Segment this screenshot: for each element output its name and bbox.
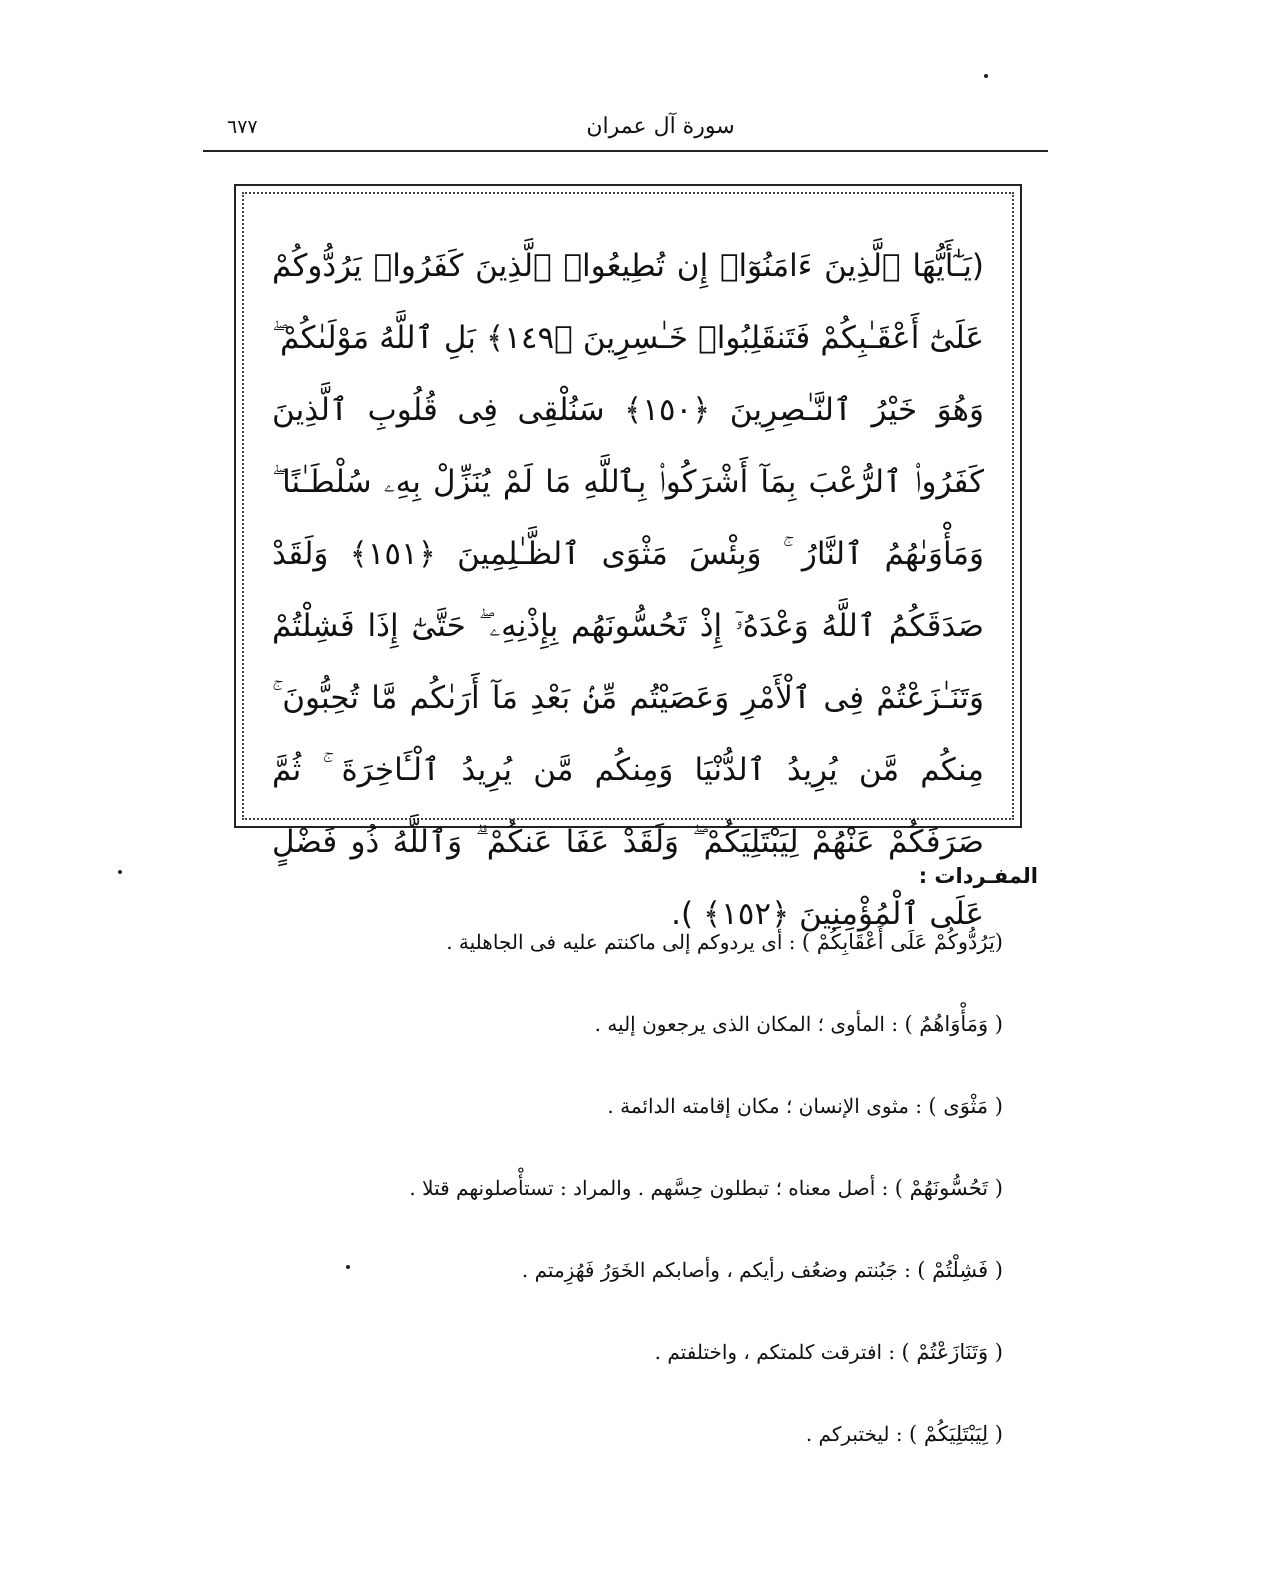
list-item	[280, 1084, 1003, 1166]
vocab-meaning: : مثوى الإنسان ؛ مكان إقامته الدائمة .	[607, 1094, 923, 1118]
page-number: ٦٧٧	[227, 116, 258, 138]
vocab-meaning: : ليختبركم .	[805, 1422, 903, 1446]
speck-mark	[118, 870, 122, 874]
header-divider	[203, 150, 1048, 152]
speck-mark	[984, 74, 988, 78]
vocab-meaning: : جَبُنتم وضعُف رأيكم ، وأصابكم الخَوَرُ فَهُزِمتم .	[521, 1258, 911, 1282]
vocabulary-heading: المفـردات :	[918, 864, 1038, 888]
vocabulary-list	[280, 920, 1003, 1494]
vocab-meaning: : المأوى ؛ المكان الذى يرجعون إليه .	[594, 1012, 899, 1036]
vocab-meaning: : أصل معناه ؛ تبطلون حِسَّهم . والمراد : تستأْصلونهم قتلا .	[409, 1176, 889, 1200]
vocab-term: ( وَمَأْوَاهُمُ )	[904, 1012, 1003, 1036]
quran-verses: (يَـٰٓأَيُّهَا ٱلَّذِينَ ءَامَنُوٓا۟ إِن تُطِيعُوا۟ ٱلَّذِينَ كَفَرُوا۟ يَرُدُّوكُمْ عَلَىٰٓ أَعْقَـٰبِكُمْ فَتَنقَلِبُوا۟ خَـٰسِرِينَ ﴿١٤٩﴾ بَلِ ٱللَّهُ مَوْلَىٰكُمْ ۖ وَهُوَ خَيْرُ ٱلنَّـٰصِرِينَ ﴿١٥٠﴾ سَنُلْقِى فِى قُلُوبِ ٱلَّذِينَ كَفَرُوا۟ ٱلرُّعْبَ بِمَآ أَشْرَكُوا۟ بِٱللَّهِ مَا لَمْ يُنَزِّلْ بِهِۦ سُلْطَـٰنًا ۖ وَمَأْوَىٰهُمُ ٱلنَّارُ ۚ وَبِئْسَ مَثْوَى ٱلظَّـٰلِمِينَ ﴿١٥١﴾ وَلَقَدْ صَدَقَكُمُ ٱللَّهُ وَعْدَهُۥٓ إِذْ تَحُسُّونَهُم بِإِذْنِهِۦ ۖ حَتَّىٰٓ إِذَا فَشِلْتُمْ وَتَنَـٰزَعْتُمْ فِى ٱلْأَمْرِ وَعَصَيْتُم مِّنۢ بَعْدِ مَآ أَرَىٰكُم مَّا تُحِبُّونَ ۚ مِنكُم مَّن يُرِيدُ ٱلدُّنْيَا وَمِنكُم مَّن يُرِيدُ ٱلْـَٔاخِرَةَ ۚ ثُمَّ صَرَفَكُمْ عَنْهُمْ لِيَبْتَلِيَكُمْ ۖ وَلَقَدْ عَفَا عَنكُمْ ۗ وَٱللَّهُ ذُو فَضْلٍ عَلَى ٱلْمُؤْمِنِينَ ﴿١٥٢﴾ ).	[272, 248, 985, 932]
vocab-term: (يَرُدُّوكُمْ عَلَى أَعْقَابِكُمْ )	[801, 930, 1003, 954]
vocab-meaning: : افترقت كلمتكم ، واختلفتم .	[654, 1340, 896, 1364]
speck-mark	[346, 1265, 350, 1269]
vocab-term: ( مَثْوَى )	[928, 1094, 1003, 1118]
list-item	[280, 920, 1003, 1002]
vocab-term: ( لِيَبْتَلِيَكُمْ )	[908, 1422, 1003, 1446]
vocab-meaning: : أى يردوكم إلى ماكنتم عليه فى الجاهلية .	[446, 930, 796, 954]
list-item	[280, 1166, 1003, 1248]
vocab-term: ( تَحُسُّونَهُمْ )	[894, 1176, 1003, 1200]
list-item	[280, 1412, 1003, 1494]
list-item	[280, 1002, 1003, 1084]
surah-title: سورة آل عمران	[586, 114, 735, 139]
vocab-term: ( وَتَنَازَعْتُمْ )	[901, 1340, 1003, 1364]
page-header	[203, 112, 1048, 150]
vocab-term: ( فَشِلْتُمْ )	[917, 1258, 1003, 1282]
list-item	[280, 1330, 1003, 1412]
list-item	[280, 1248, 1003, 1330]
